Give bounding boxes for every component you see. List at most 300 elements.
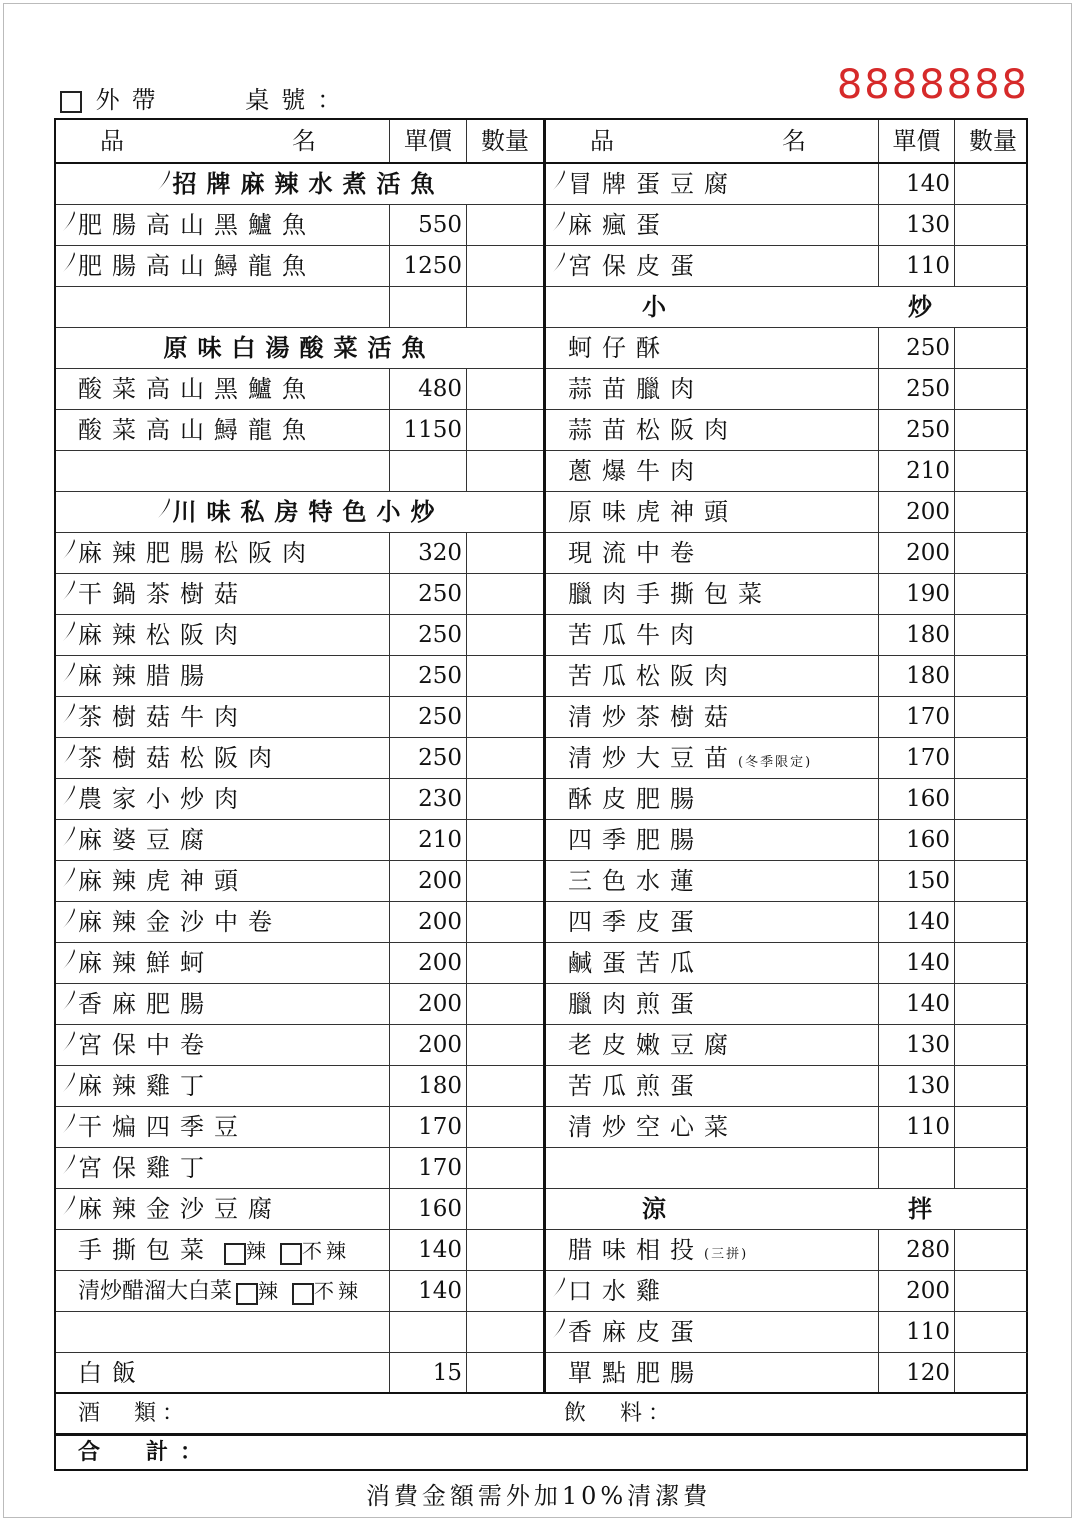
item-name-cell — [546, 369, 878, 409]
header-name-cell — [546, 120, 878, 162]
item-name: 麻辣雞丁 — [78, 1072, 214, 1100]
not-spicy-option-label: 不辣 — [314, 1279, 363, 1303]
item-price-cell — [389, 1189, 466, 1229]
item-qty-cell[interactable] — [954, 410, 1031, 450]
item-qty-cell[interactable] — [954, 246, 1031, 286]
column-header-row — [56, 120, 543, 164]
item-name-cell — [546, 779, 878, 819]
menu-item-row — [56, 615, 543, 656]
item-qty-cell[interactable] — [466, 1066, 543, 1106]
item-price: 200 — [418, 1032, 462, 1058]
chili-icon — [550, 1273, 568, 1311]
item-name: 三色水蓮 — [568, 867, 704, 895]
item-qty-cell[interactable] — [466, 369, 543, 409]
item-price: 110 — [906, 1114, 950, 1140]
menu-item-row — [56, 410, 543, 451]
item-price-cell — [878, 246, 954, 286]
item-qty-cell[interactable] — [466, 656, 543, 696]
item-price: 180 — [906, 663, 950, 689]
item-price-cell — [878, 1107, 954, 1147]
item-price-cell — [389, 1271, 466, 1311]
item-qty-cell[interactable] — [954, 1148, 1031, 1188]
item-name-cell — [546, 1066, 878, 1106]
menu-item-row — [56, 738, 543, 779]
item-name-cell — [56, 861, 389, 901]
item-name-cell — [56, 246, 389, 286]
menu-item-row — [546, 410, 1028, 451]
menu-item-row — [546, 1107, 1028, 1148]
section-title: 原味白湯酸菜活魚 — [163, 334, 436, 362]
item-qty-cell[interactable] — [954, 902, 1031, 942]
menu-item-row — [56, 697, 543, 738]
menu-item-row — [546, 861, 1028, 902]
menu-item-row — [546, 369, 1028, 410]
item-price: 160 — [906, 827, 950, 853]
item-name-cell — [546, 943, 878, 983]
item-name-cell — [56, 1230, 389, 1270]
item-price-cell — [389, 574, 466, 614]
item-price: 210 — [418, 827, 462, 853]
menu-item-row — [56, 902, 543, 943]
chili-icon — [60, 576, 78, 614]
blank-row — [546, 1148, 1028, 1189]
chili-icon — [60, 986, 78, 1024]
item-price-cell — [389, 1025, 466, 1065]
item-name-cell — [56, 984, 389, 1024]
menu-item-row — [56, 1230, 543, 1271]
item-qty-cell[interactable] — [466, 246, 543, 286]
item-price: 250 — [418, 622, 462, 648]
item-name: 臘肉煎蛋 — [568, 990, 704, 1018]
item-qty-cell[interactable] — [954, 574, 1031, 614]
item-price-cell — [878, 615, 954, 655]
item-name: 肥腸高山黑鱸魚 — [78, 211, 316, 239]
item-price: 110 — [906, 1319, 950, 1345]
section-header — [56, 328, 543, 369]
section-title-part: 小 — [642, 293, 676, 321]
item-name-cell — [546, 656, 878, 696]
menu-item-row — [546, 1271, 1028, 1312]
item-qty-cell[interactable] — [466, 902, 543, 942]
item-qty-cell[interactable] — [954, 451, 1031, 491]
item-name: 蒜苗臘肉 — [568, 375, 704, 403]
item-price-cell — [878, 1312, 954, 1352]
item-qty-cell[interactable] — [954, 369, 1031, 409]
item-price-cell — [389, 533, 466, 573]
item-qty-cell[interactable] — [466, 820, 543, 860]
item-name: 苦瓜松阪肉 — [568, 662, 738, 690]
item-name-cell — [546, 1025, 878, 1065]
item-price: 250 — [906, 376, 950, 402]
item-name: 農家小炒肉 — [78, 785, 248, 813]
item-price: 200 — [906, 499, 950, 525]
item-price: 1250 — [403, 253, 462, 279]
menu-item-row — [56, 574, 543, 615]
item-name: 香麻肥腸 — [78, 990, 214, 1018]
item-name: 宮保皮蛋 — [568, 252, 704, 280]
item-price-cell — [389, 1107, 466, 1147]
item-qty-cell[interactable] — [466, 1312, 543, 1352]
chili-icon — [60, 1150, 78, 1188]
menu-item-row — [56, 1271, 543, 1312]
item-qty-cell[interactable] — [466, 574, 543, 614]
item-name-cell — [56, 1148, 389, 1188]
item-qty-cell[interactable] — [466, 1353, 543, 1393]
menu-item-row — [56, 1066, 543, 1107]
item-qty-cell[interactable] — [954, 1353, 1031, 1393]
item-name: 肥腸高山鱘龍魚 — [78, 252, 316, 280]
item-price-cell — [878, 205, 954, 245]
item-price: 130 — [906, 1073, 950, 1099]
item-price: 140 — [906, 171, 950, 197]
item-price: 480 — [418, 376, 462, 402]
menu-item-row — [546, 1353, 1028, 1394]
item-name: 清炒醋溜大白菜 — [78, 1279, 233, 1304]
chili-icon — [60, 699, 78, 737]
item-price: 170 — [906, 745, 950, 771]
chili-icon — [60, 904, 78, 942]
item-name: 干鍋茶樹菇 — [78, 580, 248, 608]
item-price-cell — [389, 1353, 466, 1393]
item-name: 蒜苗松阪肉 — [568, 416, 738, 444]
price-column-header: 單價 — [892, 127, 941, 155]
item-qty-cell[interactable] — [466, 861, 543, 901]
chili-icon — [550, 248, 568, 286]
chili-icon — [60, 207, 78, 245]
menu-item-row — [546, 451, 1028, 492]
item-price: 120 — [906, 1360, 950, 1386]
drink-label: 飲 料： — [564, 1401, 677, 1426]
menu-item-row — [546, 697, 1028, 738]
item-name-cell — [546, 984, 878, 1024]
item-qty-cell[interactable] — [466, 1271, 543, 1311]
item-price: 250 — [418, 745, 462, 771]
chili-icon — [60, 1027, 78, 1065]
item-name: 茶樹菇松阪肉 — [78, 744, 282, 772]
chili-icon — [155, 166, 173, 204]
chili-icon — [60, 781, 78, 819]
item-name-cell — [546, 1312, 878, 1352]
menu-item-row — [56, 984, 543, 1025]
item-price-cell — [878, 451, 954, 491]
item-price-cell — [389, 1230, 466, 1270]
name-column-header: 品 名 — [590, 127, 806, 155]
item-qty-cell[interactable] — [466, 615, 543, 655]
cleaning-fee-notice: 消費金額需外加10%清潔費 — [365, 1482, 712, 1510]
menu-item-row — [546, 902, 1028, 943]
item-qty-cell[interactable] — [954, 697, 1031, 737]
item-price-cell — [389, 779, 466, 819]
item-qty-cell[interactable] — [954, 1066, 1031, 1106]
item-name: 干煸四季豆 — [78, 1113, 248, 1141]
item-qty-cell[interactable] — [466, 205, 543, 245]
item-price-cell — [389, 902, 466, 942]
item-name: 麻辣腊腸 — [78, 662, 214, 690]
item-price-cell — [389, 287, 466, 327]
blank-row — [56, 287, 543, 328]
item-price: 1150 — [403, 417, 462, 443]
item-name-cell — [56, 1271, 389, 1311]
item-price-cell — [878, 820, 954, 860]
item-price: 250 — [418, 704, 462, 730]
chili-icon — [60, 945, 78, 983]
item-price-cell — [878, 492, 954, 532]
item-price: 250 — [906, 335, 950, 361]
item-price: 180 — [418, 1073, 462, 1099]
item-name: 蔥爆牛肉 — [568, 457, 704, 485]
price-column-header: 單價 — [404, 127, 452, 155]
item-qty-cell[interactable] — [466, 1107, 543, 1147]
order-header — [60, 80, 460, 116]
item-name: 清炒空心菜 — [568, 1113, 738, 1141]
menu-item-row — [546, 533, 1028, 574]
not-spicy-option-checkbox[interactable] — [292, 1283, 314, 1305]
item-price: 200 — [418, 950, 462, 976]
item-price-cell — [878, 656, 954, 696]
takeout-label: 外帶 — [95, 86, 168, 114]
spicy-option-label: 辣 — [258, 1279, 283, 1303]
item-name: 酸菜高山黑鱸魚 — [78, 375, 316, 403]
menu-item-row — [546, 656, 1028, 697]
menu-item-row — [546, 1066, 1028, 1107]
item-price-cell — [878, 1148, 954, 1188]
item-name-cell — [546, 1271, 878, 1311]
chili-icon — [60, 1068, 78, 1106]
item-qty-cell[interactable] — [466, 1148, 543, 1188]
section-title-cell — [56, 164, 543, 204]
item-name: 手撕包菜 — [78, 1236, 214, 1264]
right-column — [543, 120, 1028, 1392]
item-price-cell — [878, 1353, 954, 1393]
item-qty-cell[interactable] — [954, 820, 1031, 860]
item-price: 15 — [432, 1360, 462, 1386]
item-price: 200 — [418, 991, 462, 1017]
menu-item-row — [546, 205, 1028, 246]
section-title-cell — [546, 287, 1028, 327]
section-title-part: 炒 — [908, 293, 942, 321]
item-qty-cell[interactable] — [954, 205, 1031, 245]
item-note: (三拼) — [704, 1247, 749, 1262]
item-price-cell — [389, 861, 466, 901]
menu-item-row — [56, 820, 543, 861]
header-name-cell — [56, 120, 389, 162]
chili-icon — [550, 207, 568, 245]
item-name-cell — [546, 1148, 878, 1188]
spicy-option-checkbox[interactable] — [224, 1243, 246, 1265]
item-name-cell — [56, 369, 389, 409]
item-price-cell — [389, 1148, 466, 1188]
item-qty-cell[interactable] — [954, 1271, 1031, 1311]
item-qty-cell[interactable] — [466, 738, 543, 778]
item-name-cell — [56, 656, 389, 696]
item-qty-cell[interactable] — [954, 943, 1031, 983]
item-name-cell — [56, 1025, 389, 1065]
item-name-cell — [546, 1353, 878, 1393]
beverage-row — [56, 1392, 1026, 1433]
menu-item-row — [56, 1107, 543, 1148]
item-qty-cell[interactable] — [466, 451, 543, 491]
item-price-cell — [389, 656, 466, 696]
item-qty-cell[interactable] — [954, 615, 1031, 655]
menu-item-row — [546, 1025, 1028, 1066]
menu-item-row — [546, 615, 1028, 656]
menu-item-row — [56, 205, 543, 246]
item-name: 麻辣肥腸松阪肉 — [78, 539, 316, 567]
menu-item-row — [546, 1230, 1028, 1271]
item-price-cell — [389, 1066, 466, 1106]
chili-icon — [550, 1314, 568, 1352]
item-price: 110 — [906, 253, 950, 279]
item-price: 280 — [906, 1237, 950, 1263]
menu-item-row — [56, 1353, 543, 1394]
item-name-cell — [56, 820, 389, 860]
item-name: 四季皮蛋 — [568, 908, 704, 936]
item-name: 苦瓜煎蛋 — [568, 1072, 704, 1100]
item-price-cell — [389, 738, 466, 778]
item-price-cell — [389, 820, 466, 860]
item-name: 酥皮肥腸 — [568, 785, 704, 813]
item-name-cell — [56, 1353, 389, 1393]
item-price: 150 — [906, 868, 950, 894]
takeout-checkbox[interactable] — [60, 91, 82, 113]
item-qty-cell[interactable] — [466, 697, 543, 737]
spicy-option-checkbox[interactable] — [236, 1283, 258, 1305]
item-price-cell — [878, 533, 954, 573]
menu-item-row — [546, 492, 1028, 533]
item-qty-cell[interactable] — [466, 984, 543, 1024]
item-name: 麻辣金沙豆腐 — [78, 1195, 282, 1223]
item-name-cell — [546, 738, 878, 778]
item-price-cell — [389, 205, 466, 245]
menu-item-row — [546, 164, 1028, 205]
item-name: 麻辣金沙中卷 — [78, 908, 282, 936]
item-price: 140 — [418, 1278, 462, 1304]
item-qty-cell[interactable] — [954, 328, 1031, 368]
menu-item-row — [56, 779, 543, 820]
table-number-label: 桌號： — [245, 86, 354, 114]
item-qty-cell[interactable] — [954, 533, 1031, 573]
item-qty-cell[interactable] — [954, 779, 1031, 819]
item-qty-cell[interactable] — [466, 533, 543, 573]
item-qty-cell[interactable] — [466, 779, 543, 819]
chili-icon — [60, 535, 78, 573]
item-name-cell — [546, 246, 878, 286]
item-price-cell — [878, 1271, 954, 1311]
item-name: 四季肥腸 — [568, 826, 704, 854]
item-name-cell — [546, 164, 878, 204]
item-name-cell — [546, 574, 878, 614]
item-name: 香麻皮蛋 — [568, 1318, 704, 1346]
item-price-cell — [389, 615, 466, 655]
item-name: 鹹蛋苦瓜 — [568, 949, 704, 977]
item-name-cell — [56, 1189, 389, 1229]
item-qty-cell[interactable] — [466, 1230, 543, 1270]
item-price: 140 — [906, 950, 950, 976]
item-price-cell — [878, 697, 954, 737]
item-name-cell — [56, 779, 389, 819]
chili-icon — [60, 1191, 78, 1229]
item-qty-cell[interactable] — [954, 984, 1031, 1024]
section-header — [56, 164, 543, 205]
name-column-header: 品 名 — [100, 127, 316, 155]
item-name: 麻瘋蛋 — [568, 211, 670, 239]
menu-item-row — [56, 1148, 543, 1189]
item-qty-cell[interactable] — [954, 492, 1031, 532]
item-name: 麻辣松阪肉 — [78, 621, 248, 649]
item-qty-cell[interactable] — [954, 1025, 1031, 1065]
header-price-cell — [389, 120, 466, 162]
item-name: 老皮嫩豆腐 — [568, 1031, 738, 1059]
item-name: 清炒大豆苗 — [568, 744, 738, 772]
item-name-cell — [56, 533, 389, 573]
item-price: 170 — [418, 1155, 462, 1181]
item-name: 宮保雞丁 — [78, 1154, 214, 1182]
item-qty-cell[interactable] — [954, 656, 1031, 696]
item-name-cell — [546, 902, 878, 942]
item-price: 200 — [418, 868, 462, 894]
item-qty-cell[interactable] — [466, 287, 543, 327]
item-name-cell — [56, 205, 389, 245]
item-price-cell — [878, 164, 954, 204]
item-name-cell — [56, 1107, 389, 1147]
item-name: 麻婆豆腐 — [78, 826, 214, 854]
item-name-cell — [546, 410, 878, 450]
item-name-cell — [56, 451, 389, 491]
total-label: 合 計： — [78, 1440, 215, 1465]
item-price: 160 — [906, 786, 950, 812]
menu-item-row — [56, 533, 543, 574]
item-name-cell — [56, 287, 389, 327]
menu-item-row — [546, 328, 1028, 369]
header-qty-cell — [466, 120, 543, 162]
item-qty-cell[interactable] — [954, 164, 1031, 204]
item-note: (冬季限定) — [738, 755, 813, 770]
chili-icon — [60, 658, 78, 696]
item-qty-cell[interactable] — [954, 1107, 1031, 1147]
item-name-cell — [56, 943, 389, 983]
item-name: 宮保中卷 — [78, 1031, 214, 1059]
menu-item-row — [56, 1025, 543, 1066]
item-price: 140 — [906, 991, 950, 1017]
item-qty-cell[interactable] — [466, 1189, 543, 1229]
menu-item-row — [56, 369, 543, 410]
item-price-cell — [389, 246, 466, 286]
item-qty-cell[interactable] — [466, 410, 543, 450]
item-price: 320 — [418, 540, 462, 566]
item-price-cell — [878, 574, 954, 614]
item-price-cell — [878, 779, 954, 819]
item-qty-cell[interactable] — [954, 861, 1031, 901]
item-name: 麻辣鮮蚵 — [78, 949, 214, 977]
menu-item-row — [56, 656, 543, 697]
item-price-cell — [878, 369, 954, 409]
item-qty-cell[interactable] — [466, 1025, 543, 1065]
section-header — [546, 1189, 1028, 1230]
not-spicy-option-checkbox[interactable] — [280, 1243, 302, 1265]
menu-item-row — [56, 246, 543, 287]
item-qty-cell[interactable] — [954, 1312, 1031, 1352]
item-name: 茶樹菇牛肉 — [78, 703, 248, 731]
item-name-cell — [546, 451, 878, 491]
item-price: 200 — [418, 909, 462, 935]
menu-item-row — [56, 1189, 543, 1230]
column-header-row — [546, 120, 1028, 164]
item-qty-cell[interactable] — [466, 943, 543, 983]
item-price-cell — [878, 1066, 954, 1106]
section-title-cell — [56, 492, 543, 532]
item-qty-cell[interactable] — [954, 738, 1031, 778]
item-qty-cell[interactable] — [954, 1230, 1031, 1270]
